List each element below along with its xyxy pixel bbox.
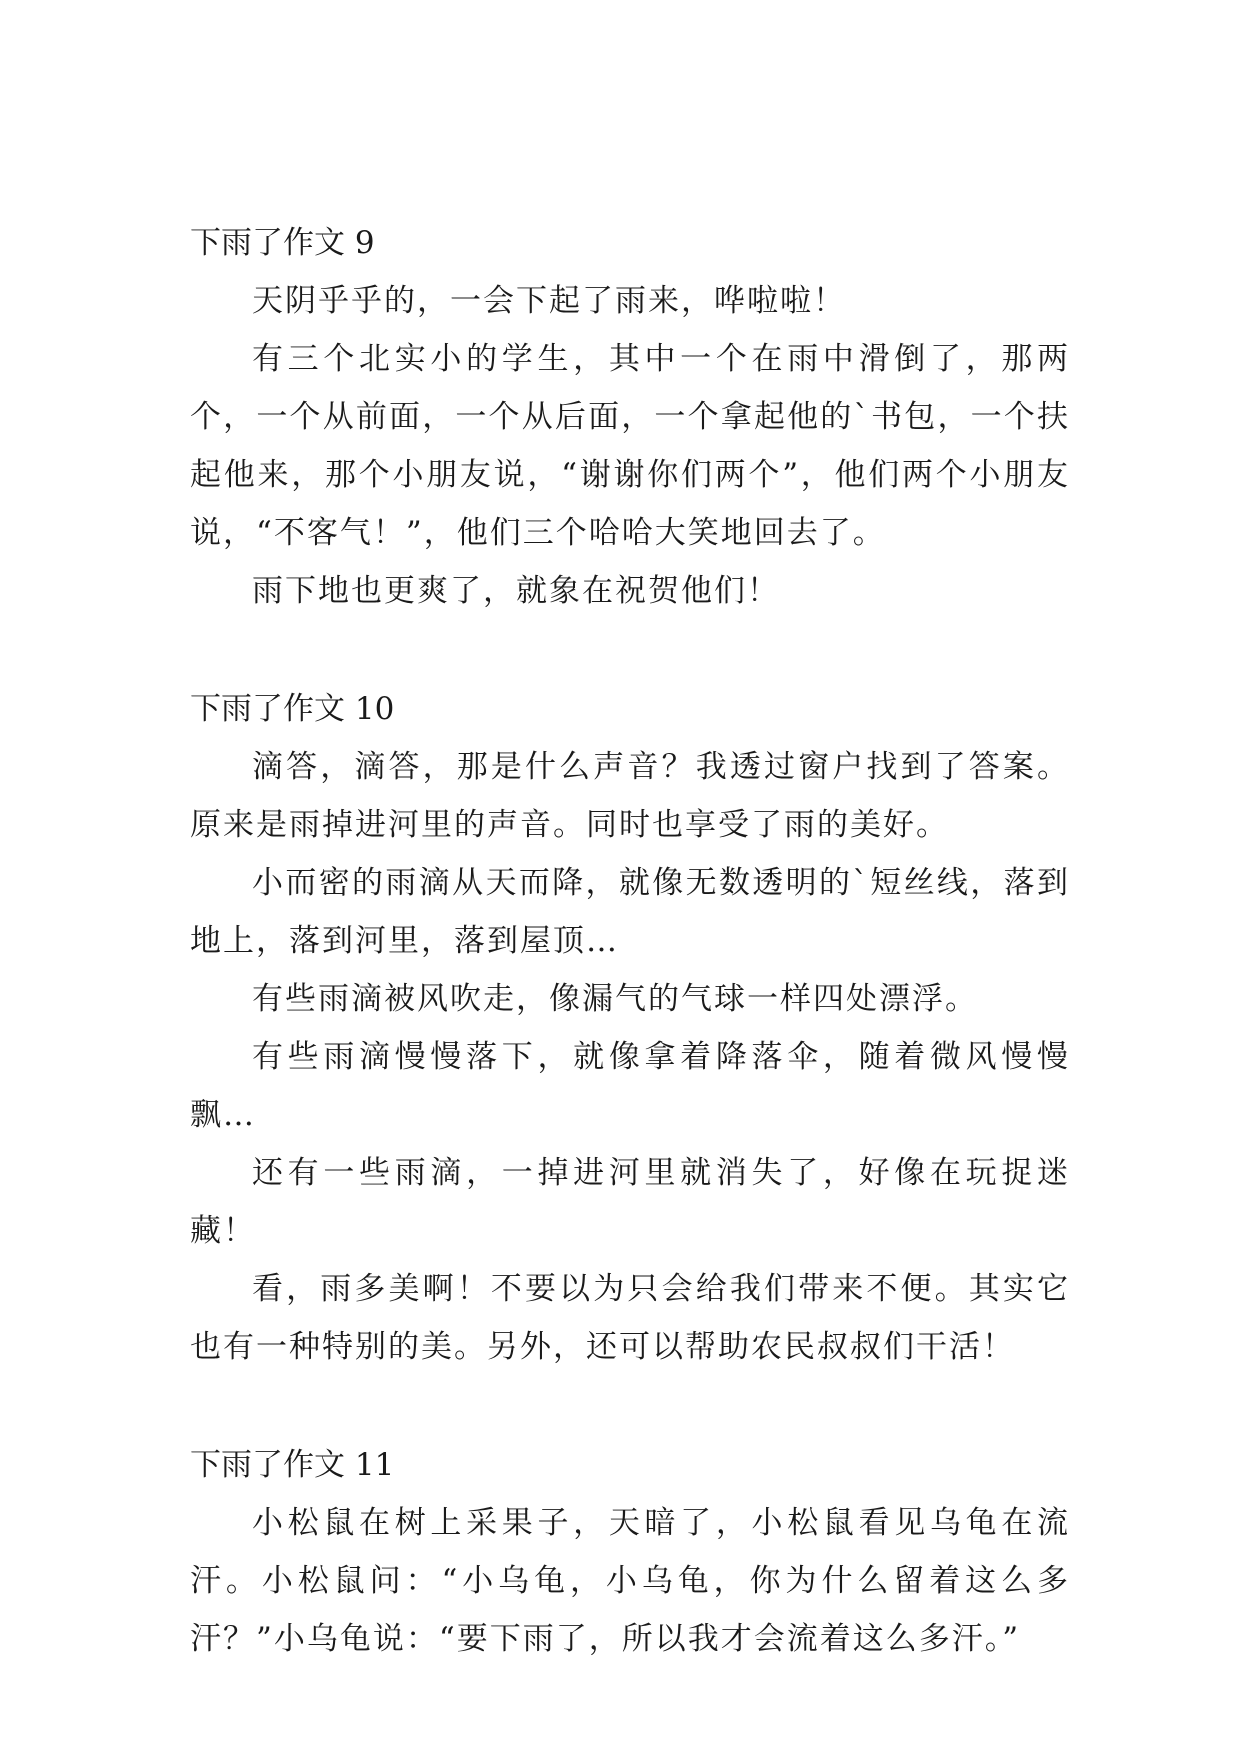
- paragraph: 有三个北实小的学生，其中一个在雨中滑倒了，那两个，一个从前面，一个从后面，一个拿起他的`书包，一个扶起他来，那个小朋友说，“谢谢你们两个”，他们两个小朋友说，“不客气！”，他们三个哈哈大笑地回去了。: [190, 341, 1070, 551]
- paragraph: 看，雨多美啊！不要以为只会给我们带来不便。其实它也有一种特别的美。另外，还可以帮助农民叔叔们干活！: [190, 1271, 1070, 1365]
- paragraph: 还有一些雨滴，一掉进河里就消失了，好像在玩捉迷藏！: [190, 1155, 1070, 1249]
- paragraph: 雨下地也更爽了，就象在祝贺他们！: [252, 573, 780, 609]
- section-title: 下雨了作文 11: [190, 1447, 395, 1483]
- essay-section-10: [190, 680, 1070, 1376]
- section-title: 下雨了作文 10: [190, 691, 395, 727]
- essay-section-9: [190, 214, 1070, 620]
- document-page: [190, 214, 1070, 1728]
- paragraph: 小松鼠在树上采果子，天暗了，小松鼠看见乌龟在流汗。小松鼠问：“小乌龟，小乌龟，你为什么留着这么多汗？”小乌龟说：“要下雨了，所以我才会流着这么多汗。”: [190, 1505, 1070, 1657]
- paragraph: 天阴乎乎的，一会下起了雨来，哗啦啦！: [252, 283, 846, 319]
- paragraph: 滴答，滴答，那是什么声音？我透过窗户找到了答案。原来是雨掉进河里的声音。同时也享受了雨的美好。: [190, 749, 1070, 843]
- paragraph: 有些雨滴被风吹走，像漏气的气球一样四处漂浮。: [252, 981, 978, 1017]
- section-title: 下雨了作文 9: [190, 225, 375, 261]
- essay-section-11: [190, 1436, 1070, 1668]
- paragraph: 小而密的雨滴从天而降，就像无数透明的`短丝线，落到地上，落到河里，落到屋顶…: [190, 865, 1070, 959]
- paragraph: 有些雨滴慢慢落下，就像拿着降落伞，随着微风慢慢飘…: [190, 1039, 1070, 1133]
